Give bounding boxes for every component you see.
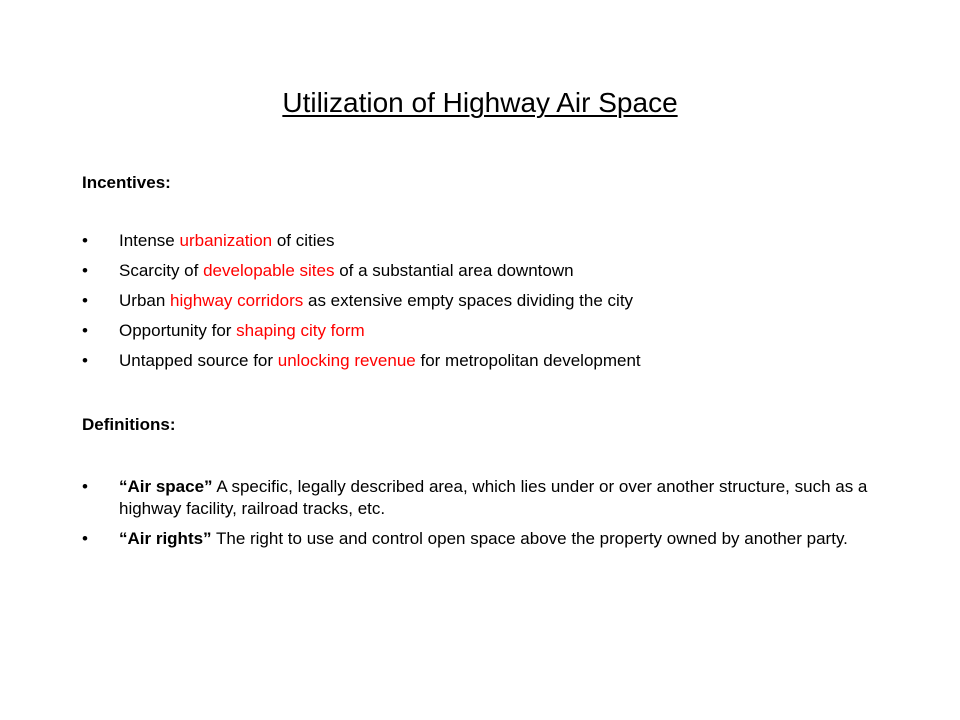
incentive-item bbox=[82, 350, 882, 372]
definition-text: A specific, legally described area, which lies under or over another structure, such as a highway facility, railroad tracks, etc. bbox=[119, 477, 868, 518]
incentives-list bbox=[82, 230, 882, 372]
definition-item bbox=[82, 528, 882, 550]
incentive-text: Urban bbox=[119, 291, 171, 310]
incentive-text: of a substantial area downtown bbox=[334, 261, 574, 280]
slide-title: Utilization of Highway Air Space bbox=[282, 87, 678, 118]
definitions-list bbox=[82, 476, 882, 550]
incentive-highlight: developable sites bbox=[203, 261, 335, 280]
incentive-item bbox=[82, 260, 882, 282]
bullet-icon: • bbox=[82, 321, 88, 340]
bullet-icon: • bbox=[82, 231, 88, 250]
definition-text: The right to use and control open space above the property owned by another party. bbox=[211, 529, 848, 548]
incentive-text: Scarcity of bbox=[119, 261, 204, 280]
incentive-item bbox=[82, 230, 882, 252]
incentive-text: Intense bbox=[119, 231, 180, 250]
incentive-highlight: shaping city form bbox=[236, 321, 365, 340]
incentive-highlight: urbanization bbox=[179, 231, 273, 250]
bullet-icon: • bbox=[82, 261, 88, 280]
incentive-item bbox=[82, 290, 882, 312]
incentive-text: as extensive empty spaces dividing the city bbox=[303, 291, 634, 310]
incentive-text: Opportunity for bbox=[119, 321, 237, 340]
definition-term: “Air rights” bbox=[119, 529, 212, 548]
incentive-text: Untapped source for bbox=[119, 351, 278, 370]
incentive-text: of cities bbox=[272, 231, 335, 250]
incentives-heading: Incentives: bbox=[82, 173, 171, 192]
bullet-icon: • bbox=[82, 291, 88, 310]
bullet-icon: • bbox=[82, 529, 88, 548]
incentive-item bbox=[82, 320, 882, 342]
incentive-text: for metropolitan development bbox=[415, 351, 641, 370]
definition-term: “Air space” bbox=[119, 477, 213, 496]
definitions-heading: Definitions: bbox=[82, 415, 176, 434]
bullet-icon: • bbox=[82, 351, 88, 370]
bullet-icon: • bbox=[82, 477, 88, 496]
incentive-highlight: highway corridors bbox=[170, 291, 304, 310]
incentive-highlight: unlocking revenue bbox=[277, 351, 416, 370]
definition-item bbox=[82, 476, 882, 520]
